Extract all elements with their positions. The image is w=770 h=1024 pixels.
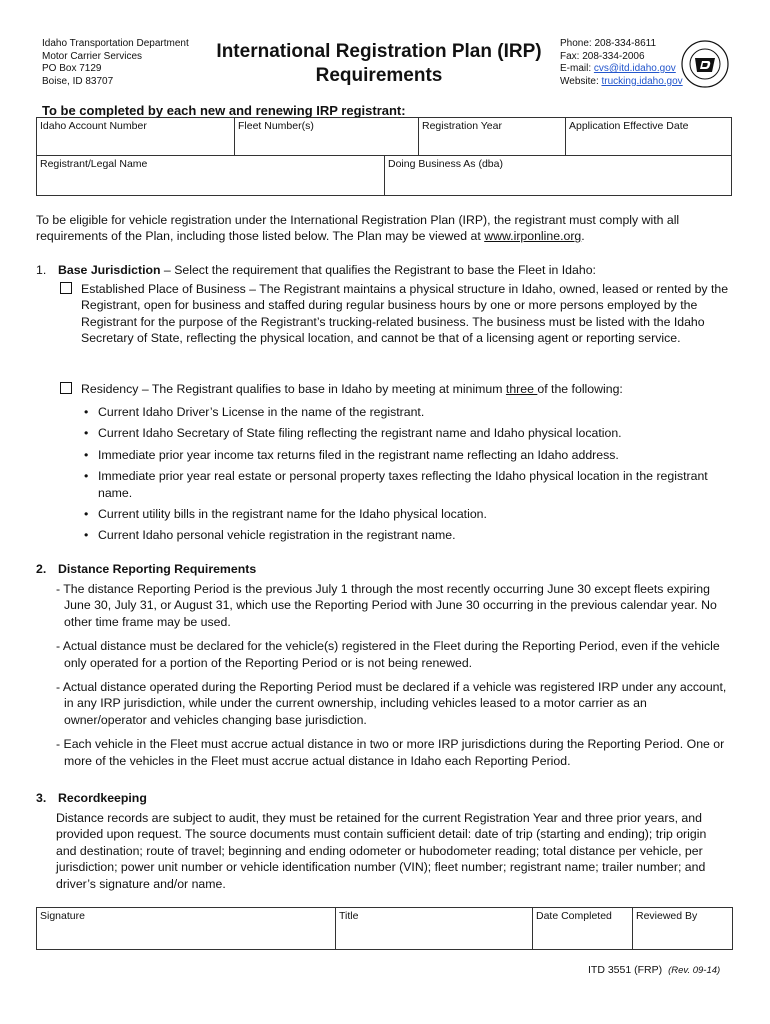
title-line-2: Requirements bbox=[315, 65, 443, 86]
residency-criteria bbox=[80, 404, 730, 549]
phone: Phone: 208-334-8611 bbox=[560, 38, 657, 49]
paragraph: - Each vehicle in the Fleet must accrue actual distance in two or more IRP jurisdictions during the Reporting Period. One or more of the vehicles in the Fleet must accrue actual distance in Idaho each Reporting Period. bbox=[56, 737, 725, 768]
field-label: Signature bbox=[40, 910, 85, 922]
fleet-number-field[interactable] bbox=[235, 118, 419, 156]
list-item: • Immediate prior year real estate or personal property taxes reflecting the Idaho physical location in the registrant name. bbox=[80, 468, 730, 501]
residency-checkbox[interactable] bbox=[60, 382, 72, 394]
reviewed-by-field[interactable] bbox=[633, 908, 733, 950]
list-item: • Current Idaho Secretary of State filing reflecting the registrant name and Idaho physical location. bbox=[80, 425, 730, 441]
signature-table bbox=[36, 907, 733, 950]
agency-address bbox=[42, 38, 189, 88]
address-line: PO Box 7129 bbox=[42, 63, 102, 74]
email-label: E-mail: bbox=[560, 63, 594, 74]
page-title bbox=[214, 40, 544, 88]
section-title: Base Jurisdiction bbox=[58, 263, 161, 277]
field-label: Idaho Account Number bbox=[40, 120, 147, 132]
irp-link[interactable]: www.irponline.org bbox=[484, 229, 582, 244]
field-label: Application Effective Date bbox=[569, 120, 689, 132]
registrant-name-table bbox=[36, 155, 732, 196]
residency-text bbox=[81, 381, 731, 397]
revision: (Rev. 09-14) bbox=[668, 965, 721, 976]
section-title: Distance Reporting Requirements bbox=[58, 562, 257, 576]
section-3-heading bbox=[36, 790, 732, 806]
title-field[interactable] bbox=[336, 908, 533, 950]
distance-requirements bbox=[56, 581, 732, 777]
field-label: Date Completed bbox=[536, 910, 612, 922]
contact-info bbox=[560, 38, 683, 88]
website-link[interactable]: trucking.idaho.gov bbox=[601, 75, 683, 87]
section-2-heading bbox=[36, 561, 732, 577]
field-label: Doing Business As (dba) bbox=[388, 158, 503, 170]
email-link[interactable]: cvs@itd.idaho.gov bbox=[593, 63, 676, 74]
address-line: Boise, ID 83707 bbox=[42, 75, 114, 87]
list-item: • Current Idaho personal vehicle registration in the registrant name. bbox=[80, 527, 730, 543]
section-number: 3. bbox=[36, 791, 47, 805]
field-label: Title bbox=[339, 910, 359, 922]
idaho-account-number-field[interactable] bbox=[37, 118, 235, 156]
signature-field[interactable] bbox=[37, 908, 336, 950]
section-number: 1. bbox=[36, 263, 47, 277]
form-instruction: To be completed by each new and renewing IRP registrant: bbox=[42, 103, 406, 118]
residency-underline: three bbox=[505, 382, 538, 396]
registrant-legal-name-field[interactable] bbox=[37, 156, 385, 196]
intro-end: . bbox=[581, 229, 585, 244]
paragraph: - Actual distance operated during the Reporting Period must be declared if a vehicle was registered IRP under any account, in any IRP jurisdiction, while under the current ownership, including vehicles leased to a motor carrier as an owner/operator and vehicles changing base jurisdiction. bbox=[56, 680, 727, 727]
website-row bbox=[560, 76, 683, 89]
residency-pre: Residency – The Registrant qualifies to base in Idaho by meeting at minimum bbox=[81, 382, 506, 396]
intro-text: To be eligible for vehicle registration under the International Registration Plan (IRP), the registrant must comply with all requirements of the Plan, including those listed below. The Plan may be viewed at bbox=[36, 213, 680, 244]
section-title: Recordkeeping bbox=[58, 791, 147, 805]
form-footer bbox=[588, 964, 720, 976]
established-place-text: Established Place of Business – The Registrant maintains a physical structure in Idaho, owned, leased or rented by the Registrant, open for business and staffed during regular business hours by one or more persons employed by the Registrant for the purpose of the Registrant’s trucking-related business. The business must be listed with the Idaho Secretary of State, reflecting the physical location, and cannot be that of a licensing agent or reporting service. bbox=[81, 282, 729, 346]
field-label: Registrant/Legal Name bbox=[40, 158, 148, 170]
title-line-1: International Registration Plan (IRP) bbox=[216, 41, 542, 62]
intro-paragraph bbox=[36, 212, 732, 245]
email-row bbox=[560, 63, 683, 76]
address-line: Idaho Transportation Department bbox=[42, 38, 189, 49]
field-label: Fleet Number(s) bbox=[238, 120, 314, 132]
application-effective-date-field[interactable] bbox=[566, 118, 732, 156]
website-label: Website: bbox=[560, 75, 602, 87]
section-subtitle: – Select the requirement that qualifies the Registrant to base the Fleet in Idaho: bbox=[160, 263, 596, 277]
registration-year-field[interactable] bbox=[419, 118, 566, 156]
paragraph: - Actual distance must be declared for the vehicle(s) registered in the Fleet during the Reporting Period, even if the vehicle only operated for a portion of the Reporting Period or is not being renewed. bbox=[56, 639, 720, 670]
recordkeeping-text: Distance records are subject to audit, they must be retained for the current Registration Year and three prior years, and provided upon request. The source documents must contain sufficient detail: date of trip (starting and ending); trip origin and destination; route of travel; beginning and ending odometer or hubodometer reading; total distance per vehicle, per jurisdiction; power unit number or vehicle identification number (VIN); fleet number; registrant name; trailer number; and driver’s signature and/or name. bbox=[56, 811, 707, 891]
date-completed-field[interactable] bbox=[533, 908, 633, 950]
form-id: ITD 3551 (FRP) bbox=[588, 964, 663, 976]
field-label: Registration Year bbox=[422, 120, 502, 132]
established-place-checkbox[interactable] bbox=[60, 282, 72, 294]
list-item: • Current Idaho Driver’s License in the name of the registrant. bbox=[80, 404, 730, 420]
fax: Fax: 208-334-2006 bbox=[560, 50, 645, 62]
paragraph: - The distance Reporting Period is the previous July 1 through the most recently occurring June 30 except fleets expiring June 30, July 31, or August 31, which use the Reporting Period with June 30 occurring in the previous calendar year. No other time frame may be used. bbox=[56, 582, 717, 629]
residency-post: of the following: bbox=[537, 382, 623, 396]
registrant-info-table bbox=[36, 117, 732, 156]
doing-business-as-field[interactable] bbox=[385, 156, 732, 196]
section-1-heading bbox=[36, 262, 732, 278]
field-label: Reviewed By bbox=[636, 910, 698, 922]
list-item: • Current utility bills in the registrant name for the Idaho physical location. bbox=[80, 506, 730, 522]
list-item: • Immediate prior year income tax returns filed in the registrant name reflecting an Idaho address. bbox=[80, 447, 730, 463]
address-line: Motor Carrier Services bbox=[42, 50, 143, 62]
itd-seal-logo bbox=[681, 40, 729, 88]
section-number: 2. bbox=[36, 562, 47, 576]
